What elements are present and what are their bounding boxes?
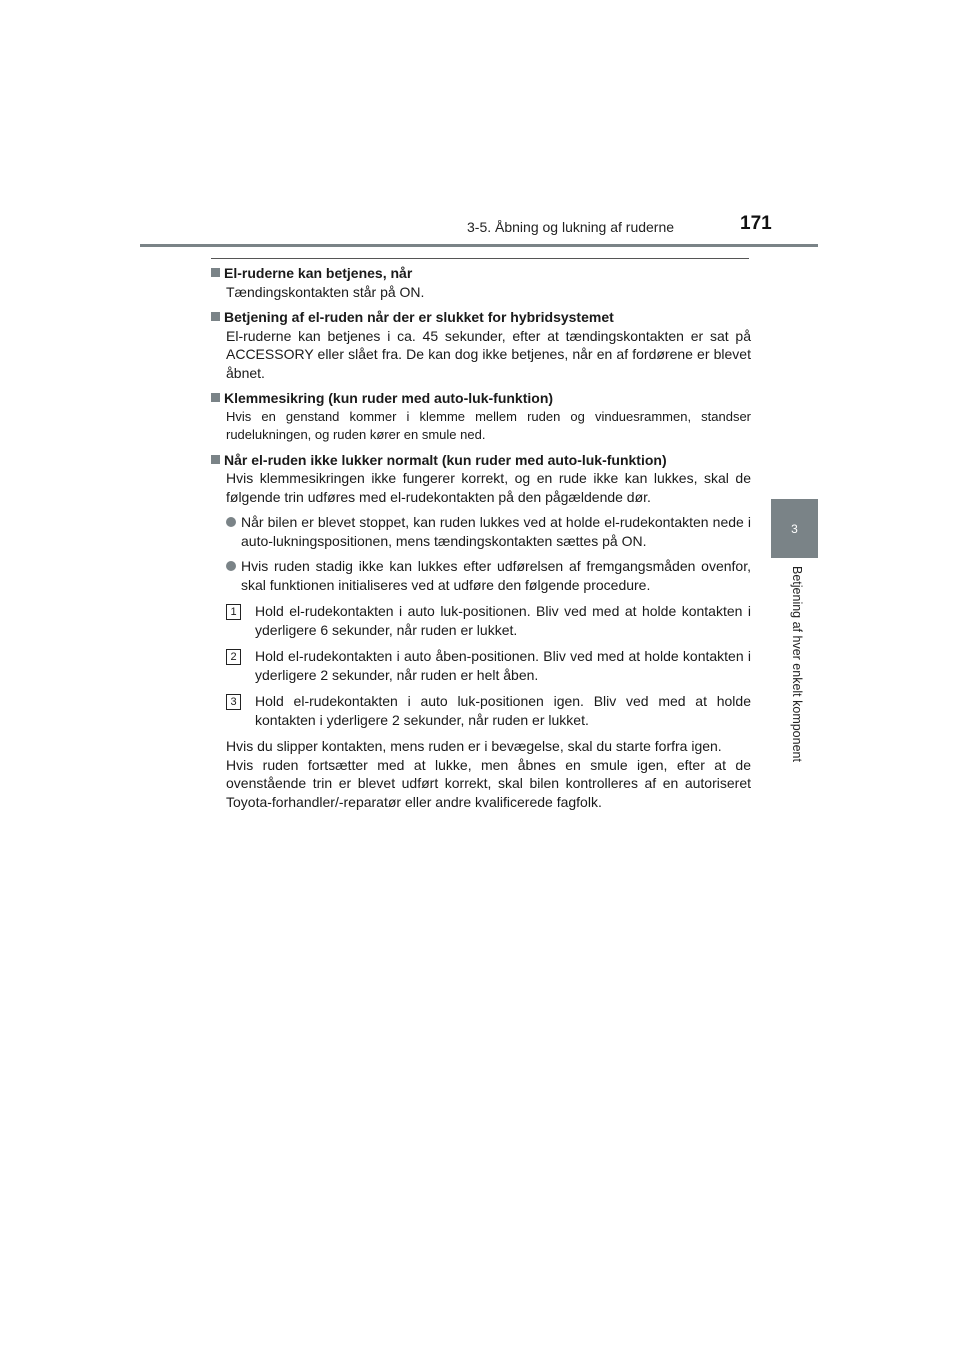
chapter-tab	[771, 499, 818, 558]
page-number: 171	[740, 213, 772, 234]
procedure-step	[226, 647, 751, 684]
chapter-label-text: Betjening af hver enkelt komponent	[790, 566, 804, 762]
step-number-box: 2	[226, 649, 241, 665]
step-text: Hold el-rudekontakten i auto luk-positionen igen. Bliv ved med at holde kontakten i yderligere 2 sekunder, når ruden er lukket.	[255, 693, 751, 728]
square-bullet-icon	[211, 312, 220, 321]
square-bullet-icon	[211, 393, 220, 402]
step-text: Hold el-rudekontakten i auto åben-positionen. Bliv ved med at holde kontakten i yderligere 2 sekunder, når ruden er helt åben.	[255, 648, 751, 683]
header-section-title: 3-5. Åbning og lukning af ruderne	[467, 219, 675, 235]
square-bullet-icon	[211, 268, 220, 277]
round-bullet-icon	[226, 517, 236, 527]
chapter-side-label	[786, 566, 806, 796]
section-jam-protection	[211, 389, 751, 444]
round-bullet-icon	[226, 561, 236, 571]
section-heading	[211, 264, 751, 283]
section-title: Klemmesikring (kun ruder med auto-luk-funktion)	[224, 390, 554, 406]
section-not-closing	[211, 451, 751, 812]
square-bullet-icon	[211, 455, 220, 464]
section-heading	[211, 451, 751, 470]
procedure-step	[226, 602, 751, 639]
procedure-step	[226, 692, 751, 729]
header-rule	[140, 244, 818, 247]
section-heading	[211, 308, 751, 327]
section-operation	[211, 264, 751, 301]
section-title: El-ruderne kan betjenes, når	[224, 265, 413, 281]
bullet-text: Når bilen er blevet stoppet, kan ruden lukkes ved at holde el-rudekontakten nede i auto-lukningspositionen, mens tændingskontakten sættes på ON.	[241, 514, 751, 549]
list-item	[226, 557, 751, 594]
step-text: Hold el-rudekontakten i auto luk-positionen. Bliv ved med at holde kontakten i yderligere 6 sekunder, når ruden er lukket.	[255, 603, 751, 638]
section-body: El-ruderne kan betjenes i ca. 45 sekunder, efter at tændingskontakten er sat på ACCESSORY eller slået fra. De kan dog ikke betjenes, når en af fordørene er blevet åbnet.	[226, 327, 751, 381]
section-title: Betjening af el-ruden når der er slukket for hybridsystemet	[224, 309, 614, 325]
chapter-number: 3	[791, 521, 798, 536]
content-rule	[211, 258, 749, 259]
section-body: Hvis klemmesikringen ikke fungerer korrekt, og en rude ikke kan lukkes, skal de følgende trin udføres med el-rudekontakten på den pågældende dør.	[226, 470, 751, 505]
step-number-box: 1	[226, 604, 241, 620]
step-number-box: 3	[226, 694, 241, 710]
section-hybrid-off	[211, 308, 751, 382]
closing-text-1: Hvis du slipper kontakten, mens ruden er i bevægelse, skal du starte forfra igen.	[226, 738, 722, 754]
section-title: Når el-ruden ikke lukker normalt (kun ruder med auto-luk-funktion)	[224, 451, 667, 468]
bullet-text: Hvis ruden stadig ikke kan lukkes efter udførelsen af fremgangsmåden ovenfor, skal funktionen initialiseres ved at udføre den følgende procedure.	[241, 558, 751, 593]
list-item	[226, 513, 751, 550]
section-body: Hvis en genstand kommer i klemme mellem ruden og vinduesrammen, standser rudelukningen, og ruden kører en smule ned.	[226, 408, 751, 442]
closing-paragraph	[226, 737, 751, 811]
section-body: Tændingskontakten står på ON.	[226, 283, 425, 300]
page-content	[211, 264, 751, 818]
closing-text-2: Hvis ruden fortsætter med at lukke, men åbnes en smule igen, efter at de ovenstående trin er blevet udført korrekt, skal bilen kontrolleres af en autoriseret Toyota-forhandler/-reparatør eller andre kvalificerede fagfolk.	[226, 756, 751, 810]
section-heading	[211, 389, 751, 408]
